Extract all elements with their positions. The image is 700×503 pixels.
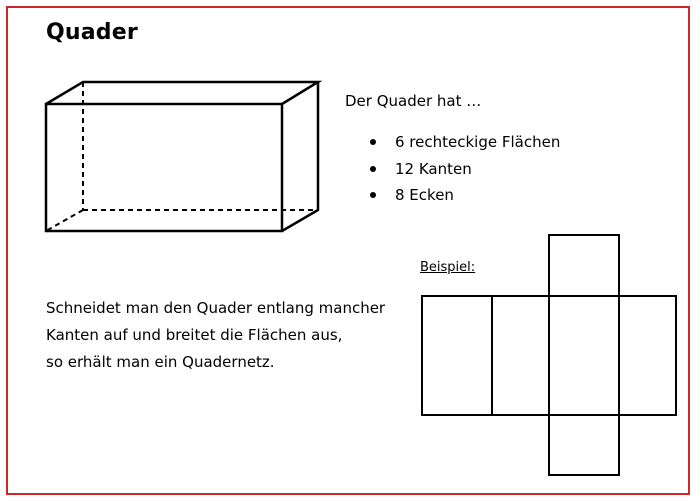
explanation-line: Kanten auf und breitet die Flächen aus,: [46, 326, 343, 344]
fact-label: 8 Ecken: [395, 186, 454, 204]
net-face-bottom: [549, 415, 619, 475]
intro-text: Der Quader hat …: [345, 92, 482, 110]
net-face-top: [549, 235, 619, 296]
net-face-left-inner: [492, 296, 549, 415]
fact-label: 6 rechteckige Flächen: [395, 133, 561, 151]
page-title: Quader: [46, 20, 138, 45]
example-label: Beispiel:: [420, 260, 476, 275]
explanation-line: so erhält man ein Quadernetz.: [46, 353, 275, 371]
net-face-left: [422, 296, 492, 415]
net-face-center: [549, 296, 619, 415]
net-face-right: [619, 296, 676, 415]
explanation-line: Schneidet man den Quader entlang mancher: [46, 299, 386, 317]
fact-label: 12 Kanten: [395, 159, 472, 178]
